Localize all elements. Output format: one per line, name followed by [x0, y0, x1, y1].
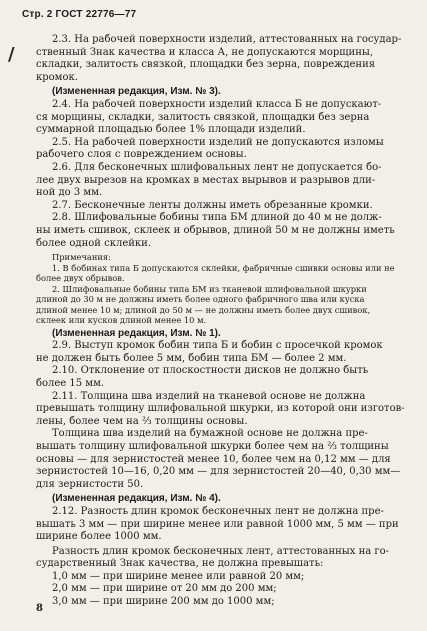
- text-line: суммарной площадью более 1% площади изделий.: [36, 124, 306, 136]
- text-line: ширине более 1000 мм.: [36, 531, 162, 543]
- text-line: лены, более чем на ⅔ толщины основы.: [36, 415, 248, 427]
- page-number: 8: [36, 603, 43, 614]
- text-line: 2.10. Отклонение от плоскостности дисков не должно быть: [52, 365, 369, 377]
- text-line: длиной менее 10 м; длиной до 50 м — не должны иметь более двух сшивок,: [36, 304, 371, 315]
- text-line: (Измененная редакция, Изм. № 1).: [52, 327, 221, 339]
- text-line: рабочего слоя с повреждением основы.: [36, 149, 247, 161]
- text-line: 2. Шлифовальные бобины типа БМ из тканевой шлифовальной шкурки: [52, 283, 367, 294]
- text-line: длиной до 30 м не должны иметь более одного фабричного шва или куска: [36, 294, 365, 305]
- text-line: 2.7. Бесконечные ленты должны иметь обрезанные кромки.: [52, 199, 373, 211]
- text-line: основы — для зернистостей менее 10, более чем на 0,12 мм — для: [36, 453, 391, 465]
- margin-mark: /: [8, 44, 15, 65]
- text-line: 2,0 мм — при ширине от 20 мм до 200 мм;: [52, 583, 277, 595]
- document-body: [36, 34, 412, 609]
- text-line: 1. В бобинах типа Б допускаются склейки, фабричные сшивки основы или не: [52, 262, 395, 273]
- text-line: 2.12. Разность длин кромок бесконечных лент не должна пре-: [52, 505, 384, 517]
- text-line: складки, залитость связкой, площадки без зерна, повреждения: [36, 59, 376, 71]
- text-line: сударственный Знак качества, не должна превышать:: [36, 558, 324, 570]
- text-line: не должен быть более 5 мм, бобин типа БМ — более 2 мм.: [36, 352, 347, 364]
- text-line: вышать толщину шлифовальной шкурки более чем на ⅔ толщины: [36, 440, 389, 452]
- text-line: 1,0 мм — при ширине менее или равной 20 мм;: [52, 570, 305, 582]
- text-line: более одной склейки.: [36, 237, 151, 249]
- text-line: ся морщины, складки, залитость связкой, площадки без зерна: [36, 111, 370, 123]
- text-line: ны иметь сшивок, склеек и обрывов, длиной 50 м не должны иметь: [36, 224, 395, 236]
- text-line: 2.8. Шлифовальные бобины типа БМ длиной до 40 м не долж-: [52, 212, 382, 224]
- page-header: Стр. 2 ГОСТ 22776—77: [22, 9, 137, 20]
- text-line: кромок.: [36, 71, 78, 83]
- text-line: (Измененная редакция, Изм. № 4).: [52, 493, 221, 505]
- text-line: ственный Знак качества и класса А, не допускаются морщины,: [36, 46, 374, 58]
- text-line: 3,0 мм — при ширине 200 мм до 1000 мм;: [52, 596, 275, 608]
- text-line: для зернистости 50.: [36, 478, 144, 490]
- text-line: вышать 3 мм — при ширине менее или равной 1000 мм, 5 мм — при: [36, 518, 399, 530]
- text-line: превышать толщину шлифовальной шкурки, из которой они изготов-: [36, 403, 405, 415]
- text-line: ной до 3 мм.: [36, 187, 103, 199]
- text-line: Разность длин кромок бесконечных лент, аттестованных на го-: [52, 545, 390, 557]
- text-line: склеек или кусков длиной менее 10 м.: [36, 315, 207, 326]
- text-line: 2.5. На рабочей поверхности изделий не допускаются изломы: [52, 136, 384, 148]
- text-line: Примечания:: [52, 252, 111, 263]
- text-line: лее двух вырезов на кромках в местах вырывов и разрывов дли-: [36, 174, 376, 186]
- text-line: 2.3. На рабочей поверхности изделий, аттестованных на государ-: [52, 34, 402, 45]
- text-line: (Измененная редакция, Изм. № 3).: [52, 86, 221, 98]
- text-line: более 15 мм.: [36, 377, 105, 389]
- text-line: зернистостей 10—16, 0,20 мм — для зернистостей 20—40, 0,30 мм—: [36, 466, 401, 478]
- text-line: более двух обрывов.: [36, 273, 125, 284]
- text-line: Толщина шва изделий на бумажной основе не должна пре-: [52, 428, 368, 440]
- text-line: 2.4. На рабочей поверхности изделий класса Б не допускают-: [52, 98, 382, 110]
- text-line: 2.6. Для бесконечных шлифовальных лент не допускается бо-: [52, 161, 382, 173]
- text-line: 2.9. Выступ кромок бобин типа Б и бобин с просечкой кромок: [52, 340, 383, 352]
- text-line: 2.11. Толщина шва изделий на тканевой основе не должна: [52, 390, 366, 402]
